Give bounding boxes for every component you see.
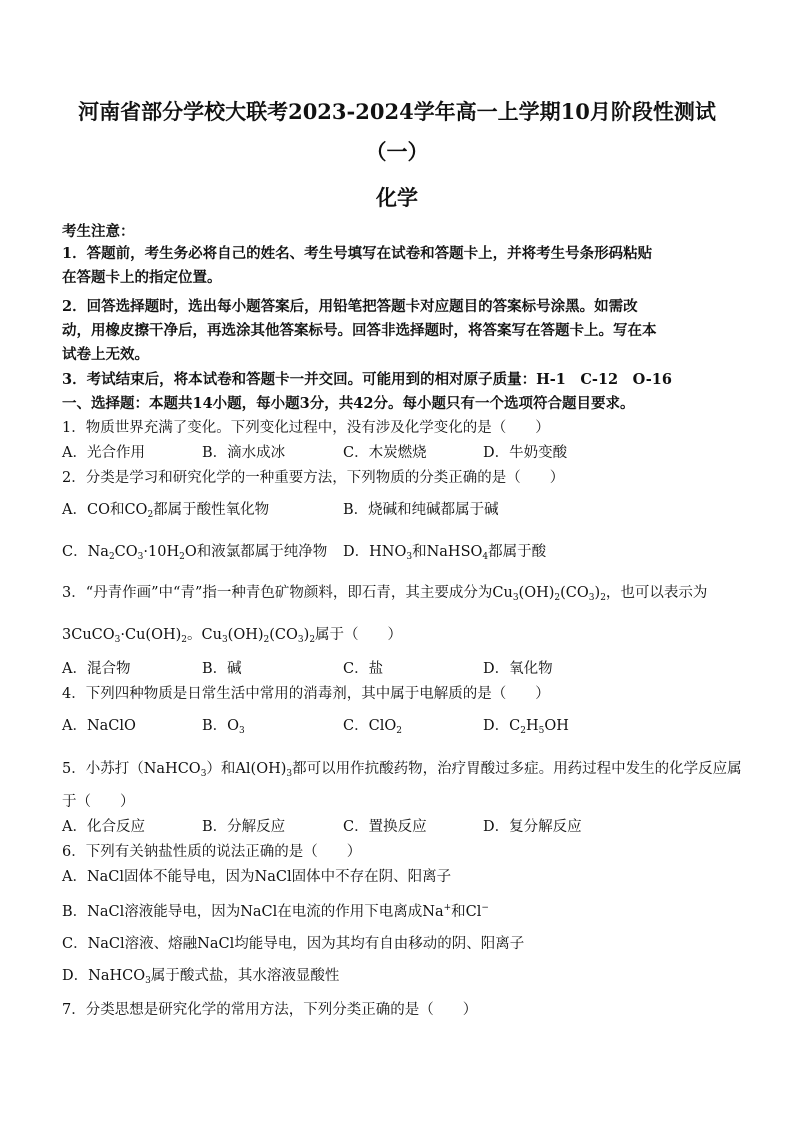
q3-option-d: D．氧化物 [483,661,553,677]
q6-option-d: D．NaHCO$_3$属于酸式盐，其水溶液显酸性 [62,968,340,986]
q6-option-b: B．NaCl溶液能导电，因为NaCl在电流的作用下电离成Na+和Cl− [62,903,489,920]
q1-option-c: C．木炭燃烧 [343,445,427,461]
question-3-stem: 3．“丹青作画”中“青”指一种青色矿物颜料，即石青，其主要成分为$Cu_3(OH)_2(CO_3)_2$，也可以表示为 [62,585,708,603]
notice-item-1-cont: 在答题卡上的指定位置。 [62,269,222,286]
q4-option-d: D．$C_2H_5OH$ [483,718,569,736]
q3-option-c: C．盐 [343,661,384,677]
q4-option-a: A．NaClO [62,718,136,734]
q5-option-b: B．分解反应 [202,819,286,835]
notice-heading: 考生注意： [62,223,135,240]
q1-option-b: B．滴水成冰 [202,445,286,461]
q3-option-a: A．混合物 [62,661,131,677]
subject-title: 化学 [376,185,418,210]
exam-title-part: （一） [365,139,429,164]
exam-title: 河南省部分学校大联考2023-2024学年高一上学期10月阶段性测试 [78,99,716,124]
q5-option-d: D．复分解反应 [483,819,582,835]
q3-option-b: B．碱 [202,661,242,677]
q5-option-c: C．置换反应 [343,819,427,835]
question-3-stem-cont: $3CuCO_3\cdot Cu(OH)_2$。$Cu_3(OH)_2(CO_3)_2$属于（ ） [62,627,403,645]
q5-option-a: A．化合反应 [62,819,145,835]
question-7-stem: 7．分类思想是研究化学的常用方法，下列分类正确的是（ ） [62,1002,478,1018]
question-6-stem: 6．下列有关钠盐性质的说法正确的是（ ） [62,844,362,860]
notice-item-2-cont2: 试卷上无效。 [62,346,149,363]
notice-item-1: 1．答题前，考生务必将自己的姓名、考生号填写在试卷和答题卡上，并将考生号条形码粘贴 [62,245,653,262]
q6-option-c: C．NaCl溶液、熔融NaCl均能导电，因为其均有自由移动的阴、阳离子 [62,936,525,952]
q2-option-a: A．CO和$CO_2$都属于酸性氧化物 [62,502,270,520]
notice-item-3: 3．考试结束后，将本试卷和答题卡一并交回。可能用到的相对原子质量：H-1 C-12 O-16 [62,371,672,388]
notice-item-2-cont: 动，用橡皮擦干净后，再选涂其他答案标号。回答非选择题时，将答案写在答题卡上。写在本 [62,322,657,339]
q2-option-b: B．烧碱和纯碱都属于碱 [343,502,499,518]
q4-option-b: B．$O_3$ [202,718,245,736]
q6-option-a: A．NaCl固体不能导电，因为NaCl固体中不存在阴、阳离子 [62,869,452,885]
q4-option-c: C．ClO$_2$ [343,718,402,736]
notice-item-2: 2．回答选择题时，选出每小题答案后，用铅笔把答题卡对应题目的答案标号涂黑。如需改 [62,298,638,315]
question-4-stem: 4．下列四种物质是日常生活中常用的消毒剂，其中属于电解质的是（ ） [62,686,550,702]
q2-option-c: C．$Na_2CO_3\cdot 10H_2O$和液氯都属于纯净物 [62,544,328,562]
q2-option-d: D．$HNO_3$和NaHSO$_4$都属于酸 [343,544,547,562]
q1-option-a: A．光合作用 [62,445,145,461]
q1-option-d: D．牛奶变酸 [483,445,568,461]
section-heading: 一、选择题：本题共14小题，每小题3分，共42分。每小题只有一个选项符合题目要求。 [62,395,635,412]
question-5-stem: 5．小苏打（NaHCO$_3$）和$Al(OH)_3$都可以用作抗酸药物，治疗胃酸过多症。用药过程中发生的化学反应属 [62,761,742,779]
question-1-stem: 1．物质世界充满了变化。下列变化过程中，没有涉及化学变化的是（ ） [62,420,550,436]
question-2-stem: 2．分类是学习和研究化学的一种重要方法，下列物质的分类正确的是（ ） [62,470,565,486]
question-5-stem-cont: 于（ ） [62,794,135,810]
